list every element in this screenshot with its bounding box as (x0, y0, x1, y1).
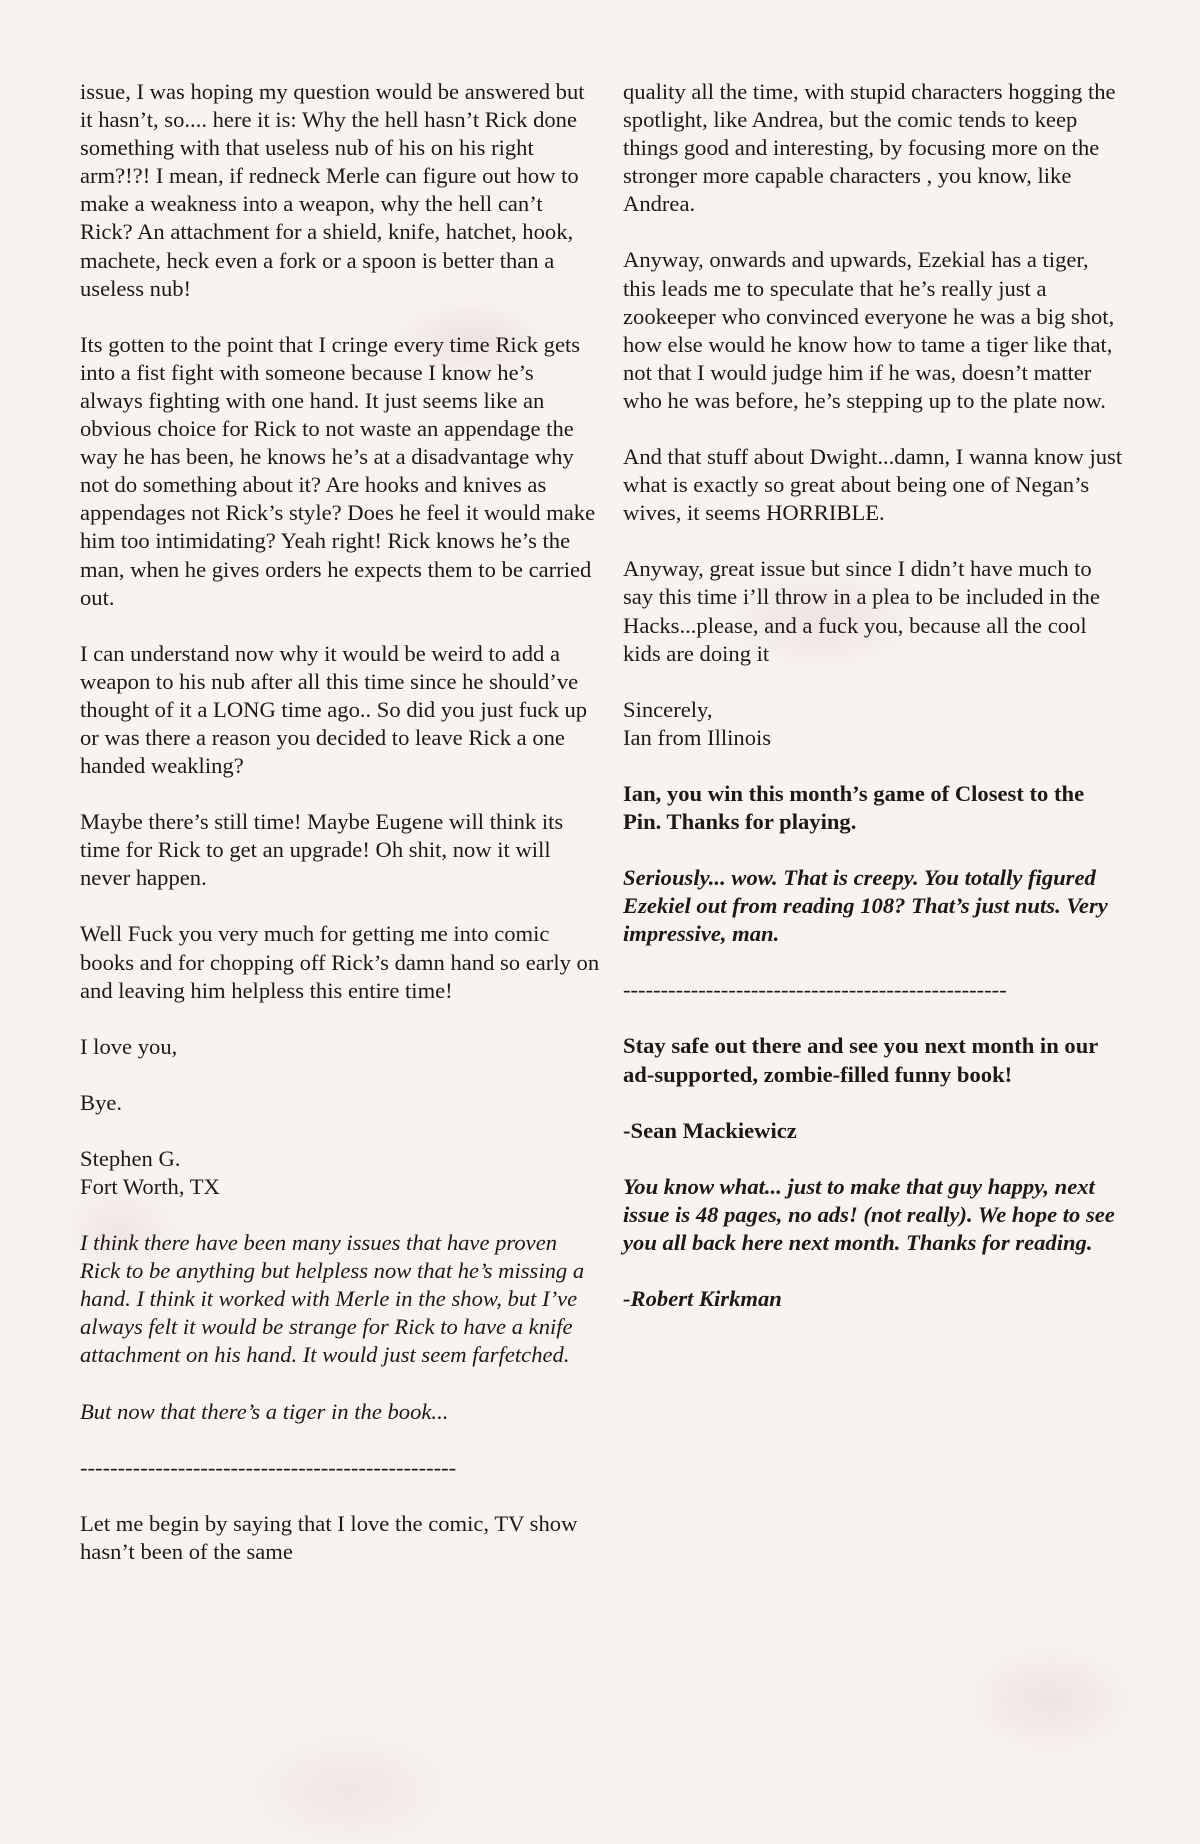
letter-paragraph: I can understand now why it would be weird to add a weapon to his nub after all this time since he should’ve thought of it a LONG time ago.. So did you just fuck up or was there a reason you decided to leave Rick a one handed weakling? (80, 640, 588, 779)
letter-paragraph: Anyway, great issue but since I didn’t have much to say this time i’ll throw in a plea to be included in the Hacks...please, and a fuck you, because all the cool kids are doing it (623, 556, 1100, 666)
signature-line: Ian from Illinois (623, 724, 772, 750)
closing-message: Stay safe out there and see you next month in our ad-supported, zombie-filled funny book! (623, 1033, 1098, 1087)
kirkman-note: You know what... just to make that guy happy, next issue is 48 pages, no ads! (not really). We hope to see you all back here next month. Thanks for reading. (623, 1173, 1115, 1255)
editor-reply: But now that there’s a tiger in the book... (80, 1398, 449, 1424)
letter-closing: I love you, (80, 1033, 178, 1059)
letter-signature (623, 696, 1123, 752)
closing-signature: -Sean Mackiewicz (623, 1117, 797, 1143)
section-divider: --------------------------------------------------- (623, 977, 1007, 1003)
letter-signature (80, 1145, 600, 1201)
letter-paragraph: Well Fuck you very much for getting me into comic books and for chopping off Rick’s damn hand so early on and leaving him helpless this entire time! (80, 921, 600, 1003)
editor-reply-bold: Ian, you win this month’s game of Closest to the Pin. Thanks for playing. (623, 780, 1085, 834)
right-column (623, 78, 1123, 1341)
editor-reply: I think there have been many issues that have proven Rick to be anything but helpless now that he’s missing a hand. I think it worked with Merle in the show, but I’ve always felt it would be strange for Rick to have a knife attachment on his hand. It would just seem farfetched. (80, 1230, 585, 1368)
signature-name: Stephen G. (80, 1145, 181, 1171)
letter-paragraph: Maybe there’s still time! Maybe Eugene will think its time for Rick to get an upgrade! Oh shit, now it will never happen. (80, 809, 564, 891)
letter-closing: Bye. (80, 1089, 123, 1115)
letter-paragraph: Let me begin by saying that I love the comic, TV show hasn’t been of the same (80, 1510, 578, 1564)
editor-reply-italic: Seriously... wow. That is creepy. You totally figured Ezekiel out from reading 108? That’s just nuts. Very impressive, man. (623, 865, 1108, 947)
letter-paragraph: And that stuff about Dwight...damn, I wanna know just what is exactly so great about being one of Negan’s wives, it seems HORRIBLE. (623, 444, 1123, 526)
letter-paragraph: Its gotten to the point that I cringe every time Rick gets into a fist fight with someone because I know he’s always fighting with one hand. It just seems like an obvious choice for Rick to not waste an appendage the way he has been, he knows he’s at a disadvantage why not do something about it? Are hooks and knives as appendages not Rick’s style? Does he feel it would make him too intimidating? Yeah right! Rick knows he’s the man, when he gives orders he expects them to be carried out. (80, 331, 596, 610)
signature-line: Sincerely, (623, 696, 713, 722)
left-column (80, 78, 600, 1594)
signature-place: Fort Worth, TX (80, 1174, 220, 1199)
letter-paragraph: issue, I was hoping my question would be answered but it hasn’t, so.... here it is: Why the hell hasn’t Rick done something with that useless nub of his on his right arm?!?! I mean, if redneck Merle can figure out how to make a weakness into a weapon, why the hell can’t Rick? An attachment for a shield, knife, hatchet, hook, machete, heck even a fork or a spoon is better than a useless nub! (80, 79, 585, 301)
letter-paragraph: quality all the time, with stupid characters hogging the spotlight, like Andrea, but the comic tends to keep things good and interesting, by focusing more on the stronger more capable characters , you know, like Andrea. (623, 79, 1116, 217)
kirkman-signature: -Robert Kirkman (623, 1286, 782, 1311)
letter-paragraph: Anyway, onwards and upwards, Ezekial has a tiger, this leads me to speculate that he’s really just a zookeeper who convinced everyone he was a big shot, how else would he know how to tame a tiger like that, not that I would judge him if he was, doesn’t matter who he was before, he’s stepping up to the plate now. (623, 247, 1115, 413)
section-divider: -------------------------------------------------- (80, 1454, 457, 1480)
